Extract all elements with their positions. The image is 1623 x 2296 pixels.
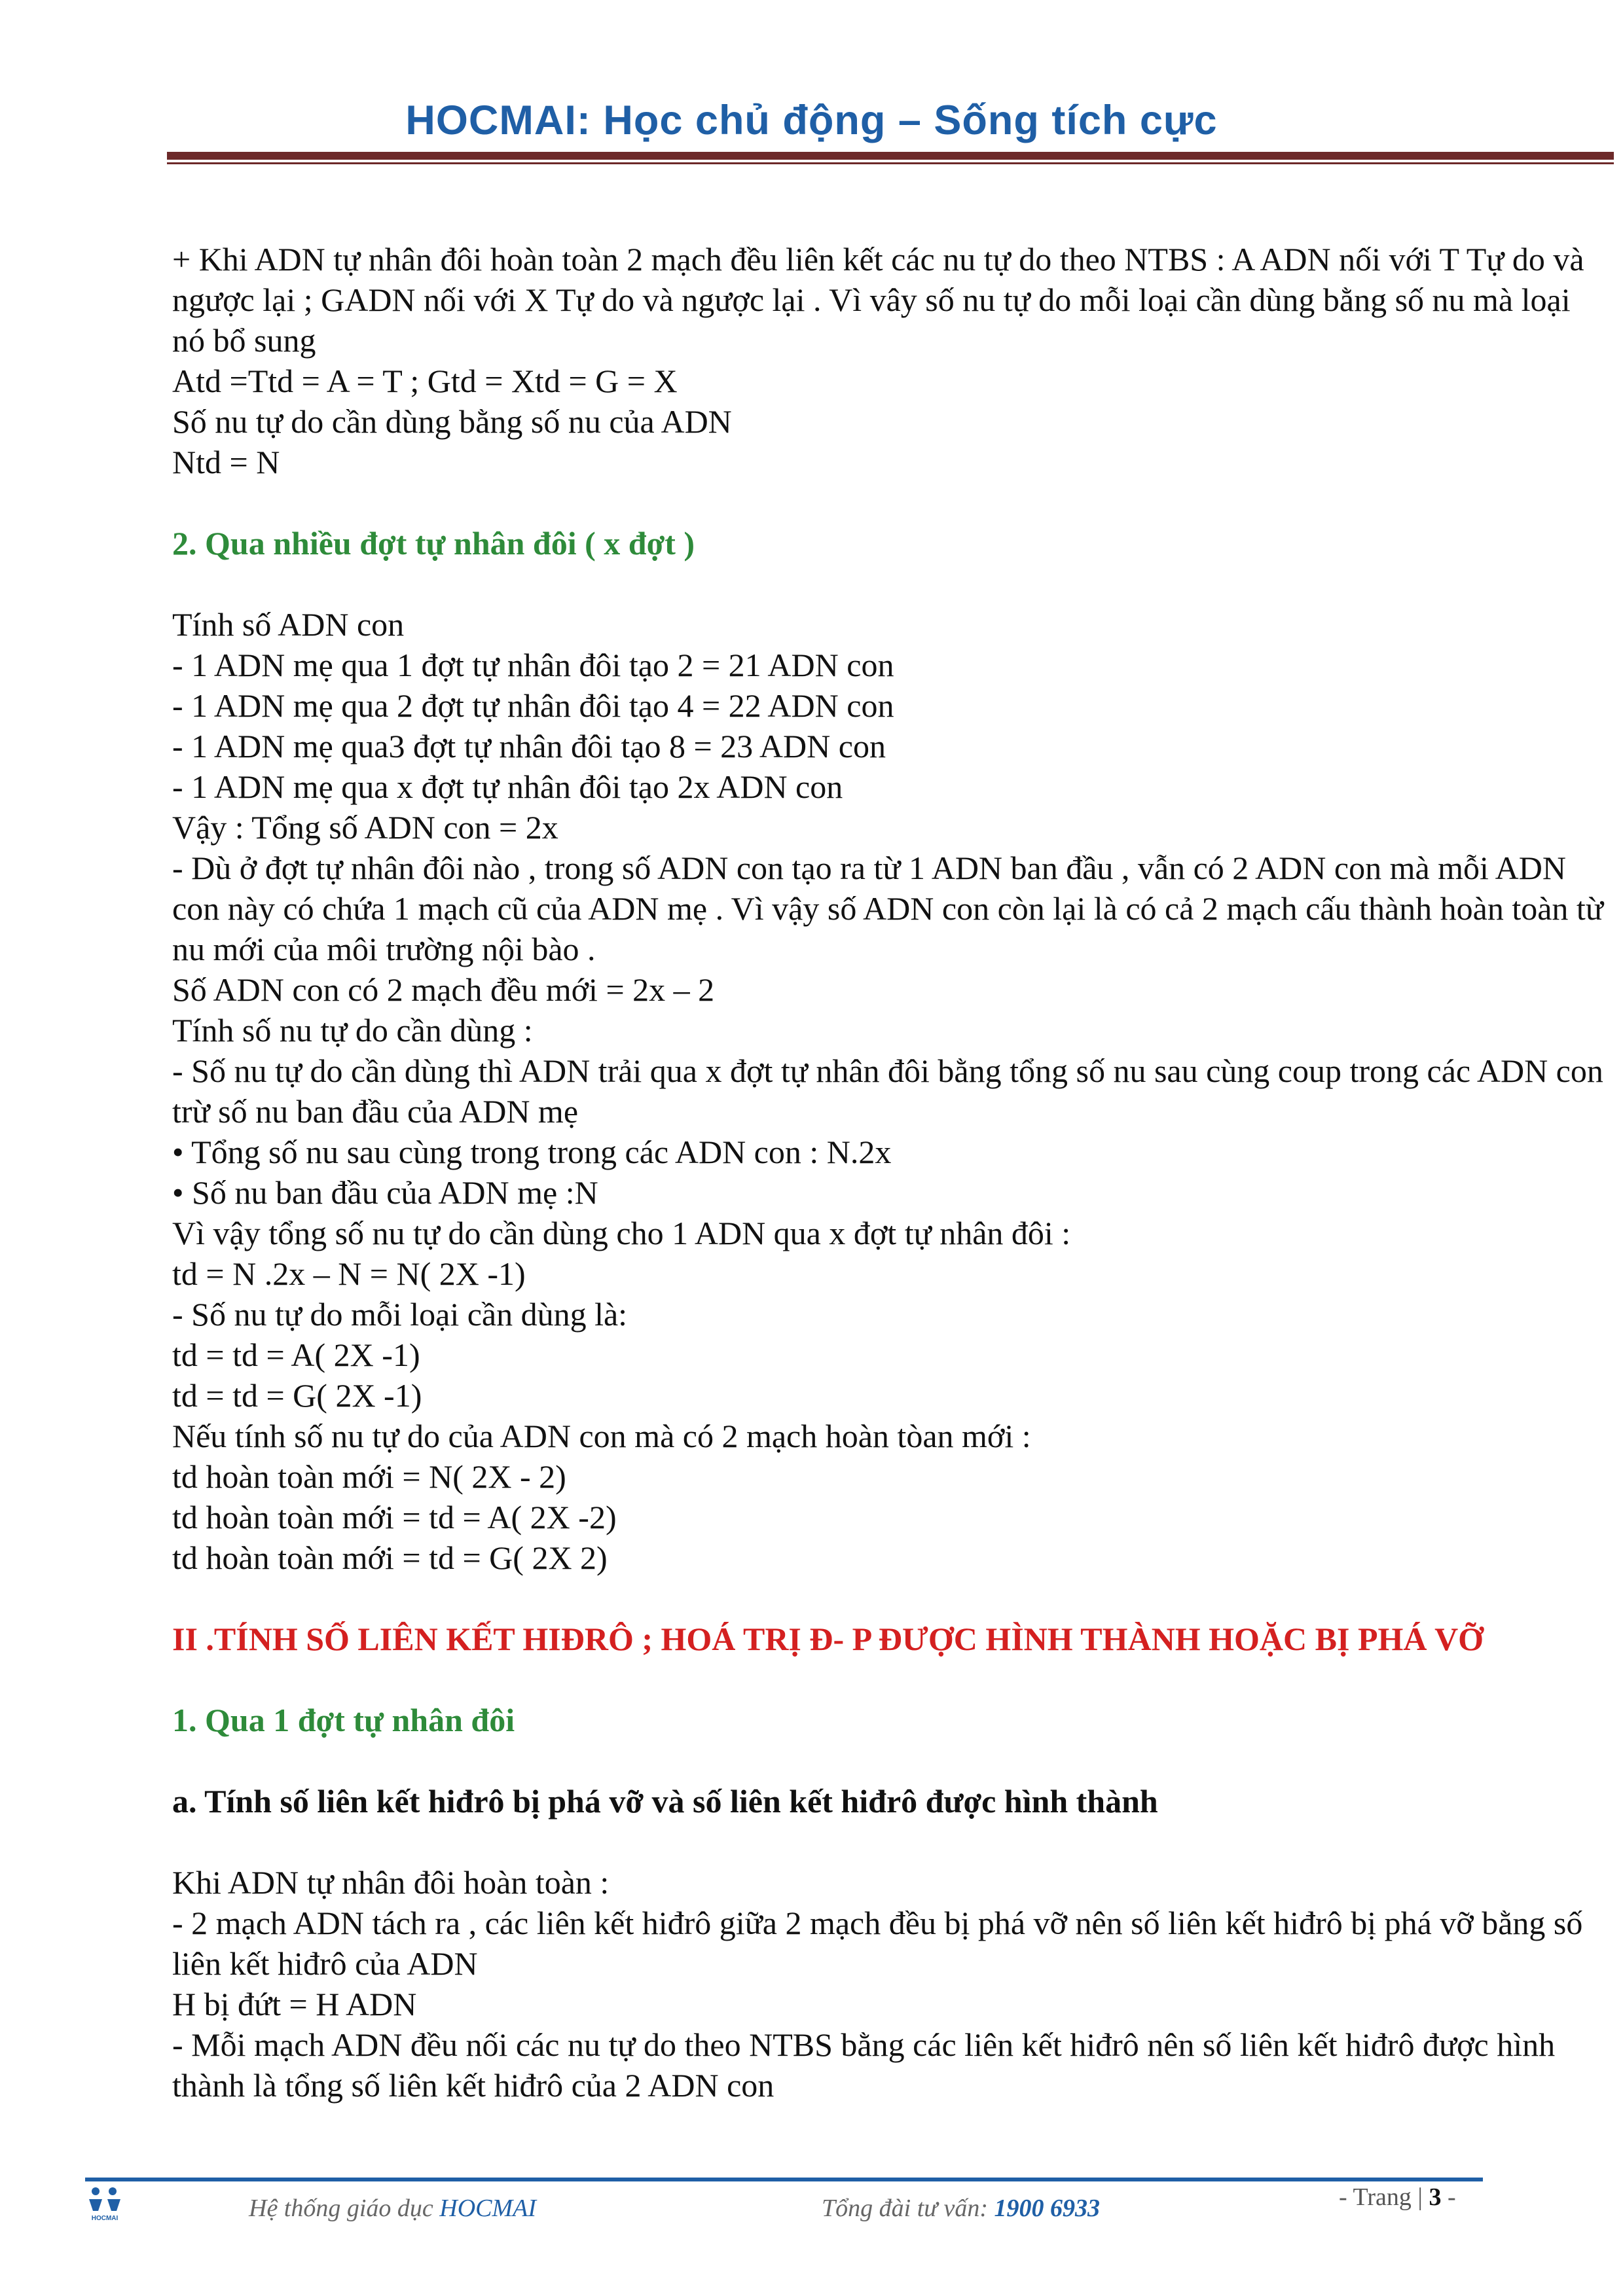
footer-brand: HOCMAI xyxy=(439,2195,537,2222)
paragraph: + Khi ADN tự nhân đôi hoàn toàn 2 mạch đều liên kết các nu tự do theo NTBS : A ADN nối với T Tự do và ngược lại ; GADN nối với X Tự do và ngược lại . Vì vây số nu tự do mỗi loại cần dùng bằng số nu mà loại nó bổ sung xyxy=(172,241,1584,359)
text-line: Vậy : Tổng số ADN con = 2x xyxy=(172,809,558,846)
subsection-heading-a: a. Tính số liên kết hiđrô bị phá vỡ và số liên kết hiđrô được hình thành xyxy=(172,1783,1158,1820)
footer-system-text xyxy=(249,2194,536,2223)
footer-hotline-label: Tổng đài tư vấn: xyxy=(822,2195,994,2222)
text-line: - 1 ADN mẹ qua x đợt tự nhân đôi tạo 2x ADN con xyxy=(172,768,843,805)
spacer xyxy=(172,1659,1606,1700)
spacer xyxy=(172,482,1606,523)
text-line: - Dù ở đợt tự nhân đôi nào , trong số ADN con tạo ra từ 1 ADN ban đầu , vẫn có 2 ADN con mà mỗi ADN con này có chứa 1 mạch cũ của ADN mẹ . Vì vậy số ADN con còn lại là có cả 2 mạch cấu thành hoàn toàn từ nu mới của môi trường nội bào . xyxy=(172,850,1603,967)
footer-rule xyxy=(85,2178,1483,2181)
text-line: - Số nu tự do mỗi loại cần dùng là: xyxy=(172,1296,628,1333)
header-rule xyxy=(167,152,1614,160)
logo-text: HOCMAI xyxy=(91,2215,119,2221)
subsection-heading-1: 1. Qua 1 đợt tự nhân đôi xyxy=(172,1702,515,1738)
text-line: - 1 ADN mẹ qua3 đợt tự nhân đôi tạo 8 = 23 ADN con xyxy=(172,728,886,764)
bullet-line: • Số nu ban đầu của ADN mẹ :N xyxy=(172,1174,598,1211)
text-line: Khi ADN tự nhân đôi hoàn toàn : xyxy=(172,1864,610,1901)
page-number xyxy=(1339,2183,1456,2212)
formula-line: td = td = G( 2X -1) xyxy=(172,1377,422,1414)
text-line: - Mỗi mạch ADN đều nối các nu tự do theo NTBS bằng các liên kết hiđrô nên số liên kết hiđrô được hình thành là tổng số liên kết hiđrô của 2 ADN con xyxy=(172,2026,1556,2104)
spacer xyxy=(172,564,1606,604)
formula-line: td hoàn toàn mới = td = A( 2X -2) xyxy=(172,1499,617,1535)
text-line: Số ADN con có 2 mạch đều mới = 2x – 2 xyxy=(172,971,715,1008)
formula-line: H bị đứt = H ADN xyxy=(172,1986,417,2022)
page-header-title: HOCMAI: Học chủ động – Sống tích cực xyxy=(405,98,1218,143)
formula-line: Atd =Ttd = A = T ; Gtd = Xtd = G = X xyxy=(172,363,678,399)
text-line: Tính số nu tự do cần dùng : xyxy=(172,1012,533,1049)
footer-hotline xyxy=(822,2194,1100,2223)
formula-line: td hoàn toàn mới = td = G( 2X 2) xyxy=(172,1539,608,1576)
text-line: - 1 ADN mẹ qua 2 đợt tự nhân đôi tạo 4 = 22 ADN con xyxy=(172,687,894,724)
text-line: - 2 mạch ADN tách ra , các liên kết hiđrô giữa 2 mạch đều bị phá vỡ nên số liên kết hiđrô bị phá vỡ bằng số liên kết hiđrô của ADN xyxy=(172,1905,1583,1982)
section-heading-2: 2. Qua nhiều đợt tự nhân đôi ( x đợt ) xyxy=(172,525,695,562)
text-line: Vì vậy tổng số nu tự do cần dùng cho 1 ADN qua x đợt tự nhân đôi : xyxy=(172,1215,1071,1251)
paragraph: Số nu tự do cần dùng bằng số nu của ADN xyxy=(172,403,732,440)
text-line: - 1 ADN mẹ qua 1 đợt tự nhân đôi tạo 2 = 21 ADN con xyxy=(172,647,894,683)
footer-hotline-number: 1900 6933 xyxy=(994,2195,1100,2222)
formula-line: td = td = A( 2X -1) xyxy=(172,1336,420,1373)
part-heading-ii: II .TÍNH SỐ LIÊN KẾT HIĐRÔ ; HOÁ TRỊ Đ- P ĐƯỢC HÌNH THÀNH HOẶC BỊ PHÁ VỠ xyxy=(172,1621,1484,1657)
page-number-prefix: - Trang | xyxy=(1339,2183,1429,2211)
text-line: Nếu tính số nu tự do của ADN con mà có 2 mạch hoàn tòan mới : xyxy=(172,1418,1031,1454)
spacer xyxy=(172,1740,1606,1781)
spacer xyxy=(172,1578,1606,1619)
footer-system-prefix: Hệ thống giáo dục xyxy=(249,2195,440,2222)
formula-line: Ntd = N xyxy=(172,444,280,480)
spacer xyxy=(172,1821,1606,1862)
header-rule-thin xyxy=(167,162,1614,164)
page-number-suffix: - xyxy=(1441,2183,1456,2211)
hocmai-logo-icon xyxy=(84,2185,126,2221)
text-line: - Số nu tự do cần dùng thì ADN trải qua x đợt tự nhân đôi bằng tổng số nu sau cùng coup trong các ADN con trừ số nu ban đầu của ADN mẹ xyxy=(172,1052,1603,1130)
formula-line: td = N .2x – N = N( 2X -1) xyxy=(172,1255,526,1292)
page-number-value: 3 xyxy=(1429,2183,1442,2211)
bullet-line: • Tổng số nu sau cùng trong trong các ADN con : N.2x xyxy=(172,1134,892,1170)
formula-line: td hoàn toàn mới = N( 2X - 2) xyxy=(172,1458,566,1495)
document-body xyxy=(172,239,1606,2106)
text-line: Tính số ADN con xyxy=(172,606,405,643)
